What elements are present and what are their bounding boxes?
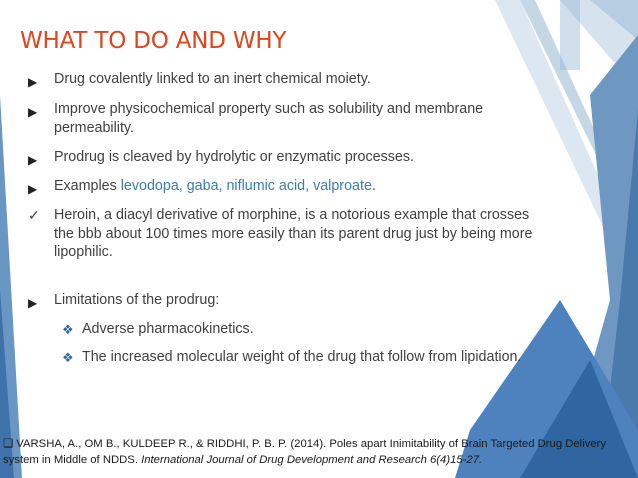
bullet-item [28,100,548,137]
diamond-bullet-icon: ❖ [62,350,74,365]
reference-authors: VARSHA, A., OM B., KULDEEP R., & RIDDHI, P. B. P. (2014). Poles apart Inimitability of Brain Targeted Drug Delivery system in Middle of NDDS. [3,438,607,466]
sub-bullet-item [62,320,522,339]
sub-bullet-item [62,348,522,367]
diamond-bullet-icon: ❖ [62,322,74,337]
bullet-item [28,291,548,310]
examples-prefix: Examples [54,178,121,194]
sub-bullet-text: The increased molecular weight of the drug that follow from lipidation. [82,349,522,365]
bullet-text: Drug covalently linked to an inert chemical moiety. [54,71,371,87]
slide-title: WHAT TO DO AND WHY [20,28,287,54]
bullet-text: Improve physicochemical property such as solubility and membrane permeability. [54,101,484,136]
reference-journal: International Journal of Drug Development and Research 6(4)15-27. [141,453,483,466]
arrow-bullet-icon: ▶ [28,153,38,167]
deco-square [560,0,580,70]
bullet-item [28,148,548,167]
checkmark-icon: ✓ [28,207,40,223]
examples-highlight: levodopa, gaba, niflumic acid, valproate [120,178,372,194]
arrow-bullet-icon: ▶ [28,105,38,119]
bullet-item [28,70,548,89]
bullet-text: Heroin, a diacyl derivative of morphine, is a notorious example that crosses the bbb about 100 times more easily than its parent drug just by being more lipophilic. [54,207,533,260]
bullet-text [28,177,548,196]
reference-marker-icon: ❑ [3,438,14,450]
sub-bullet-text: Adverse pharmacokinetics. [82,321,254,337]
examples-suffix: . [371,178,376,194]
arrow-bullet-icon: ▶ [28,182,38,196]
bullet-item [28,177,548,196]
arrow-bullet-icon: ▶ [28,75,38,89]
arrow-bullet-icon: ▶ [28,296,38,310]
bullet-item [28,206,548,262]
bullet-text: Limitations of the prodrug: [54,292,220,308]
reference-citation [3,437,638,468]
bullet-text: Prodrug is cleaved by hydrolytic or enzymatic processes. [54,149,414,165]
